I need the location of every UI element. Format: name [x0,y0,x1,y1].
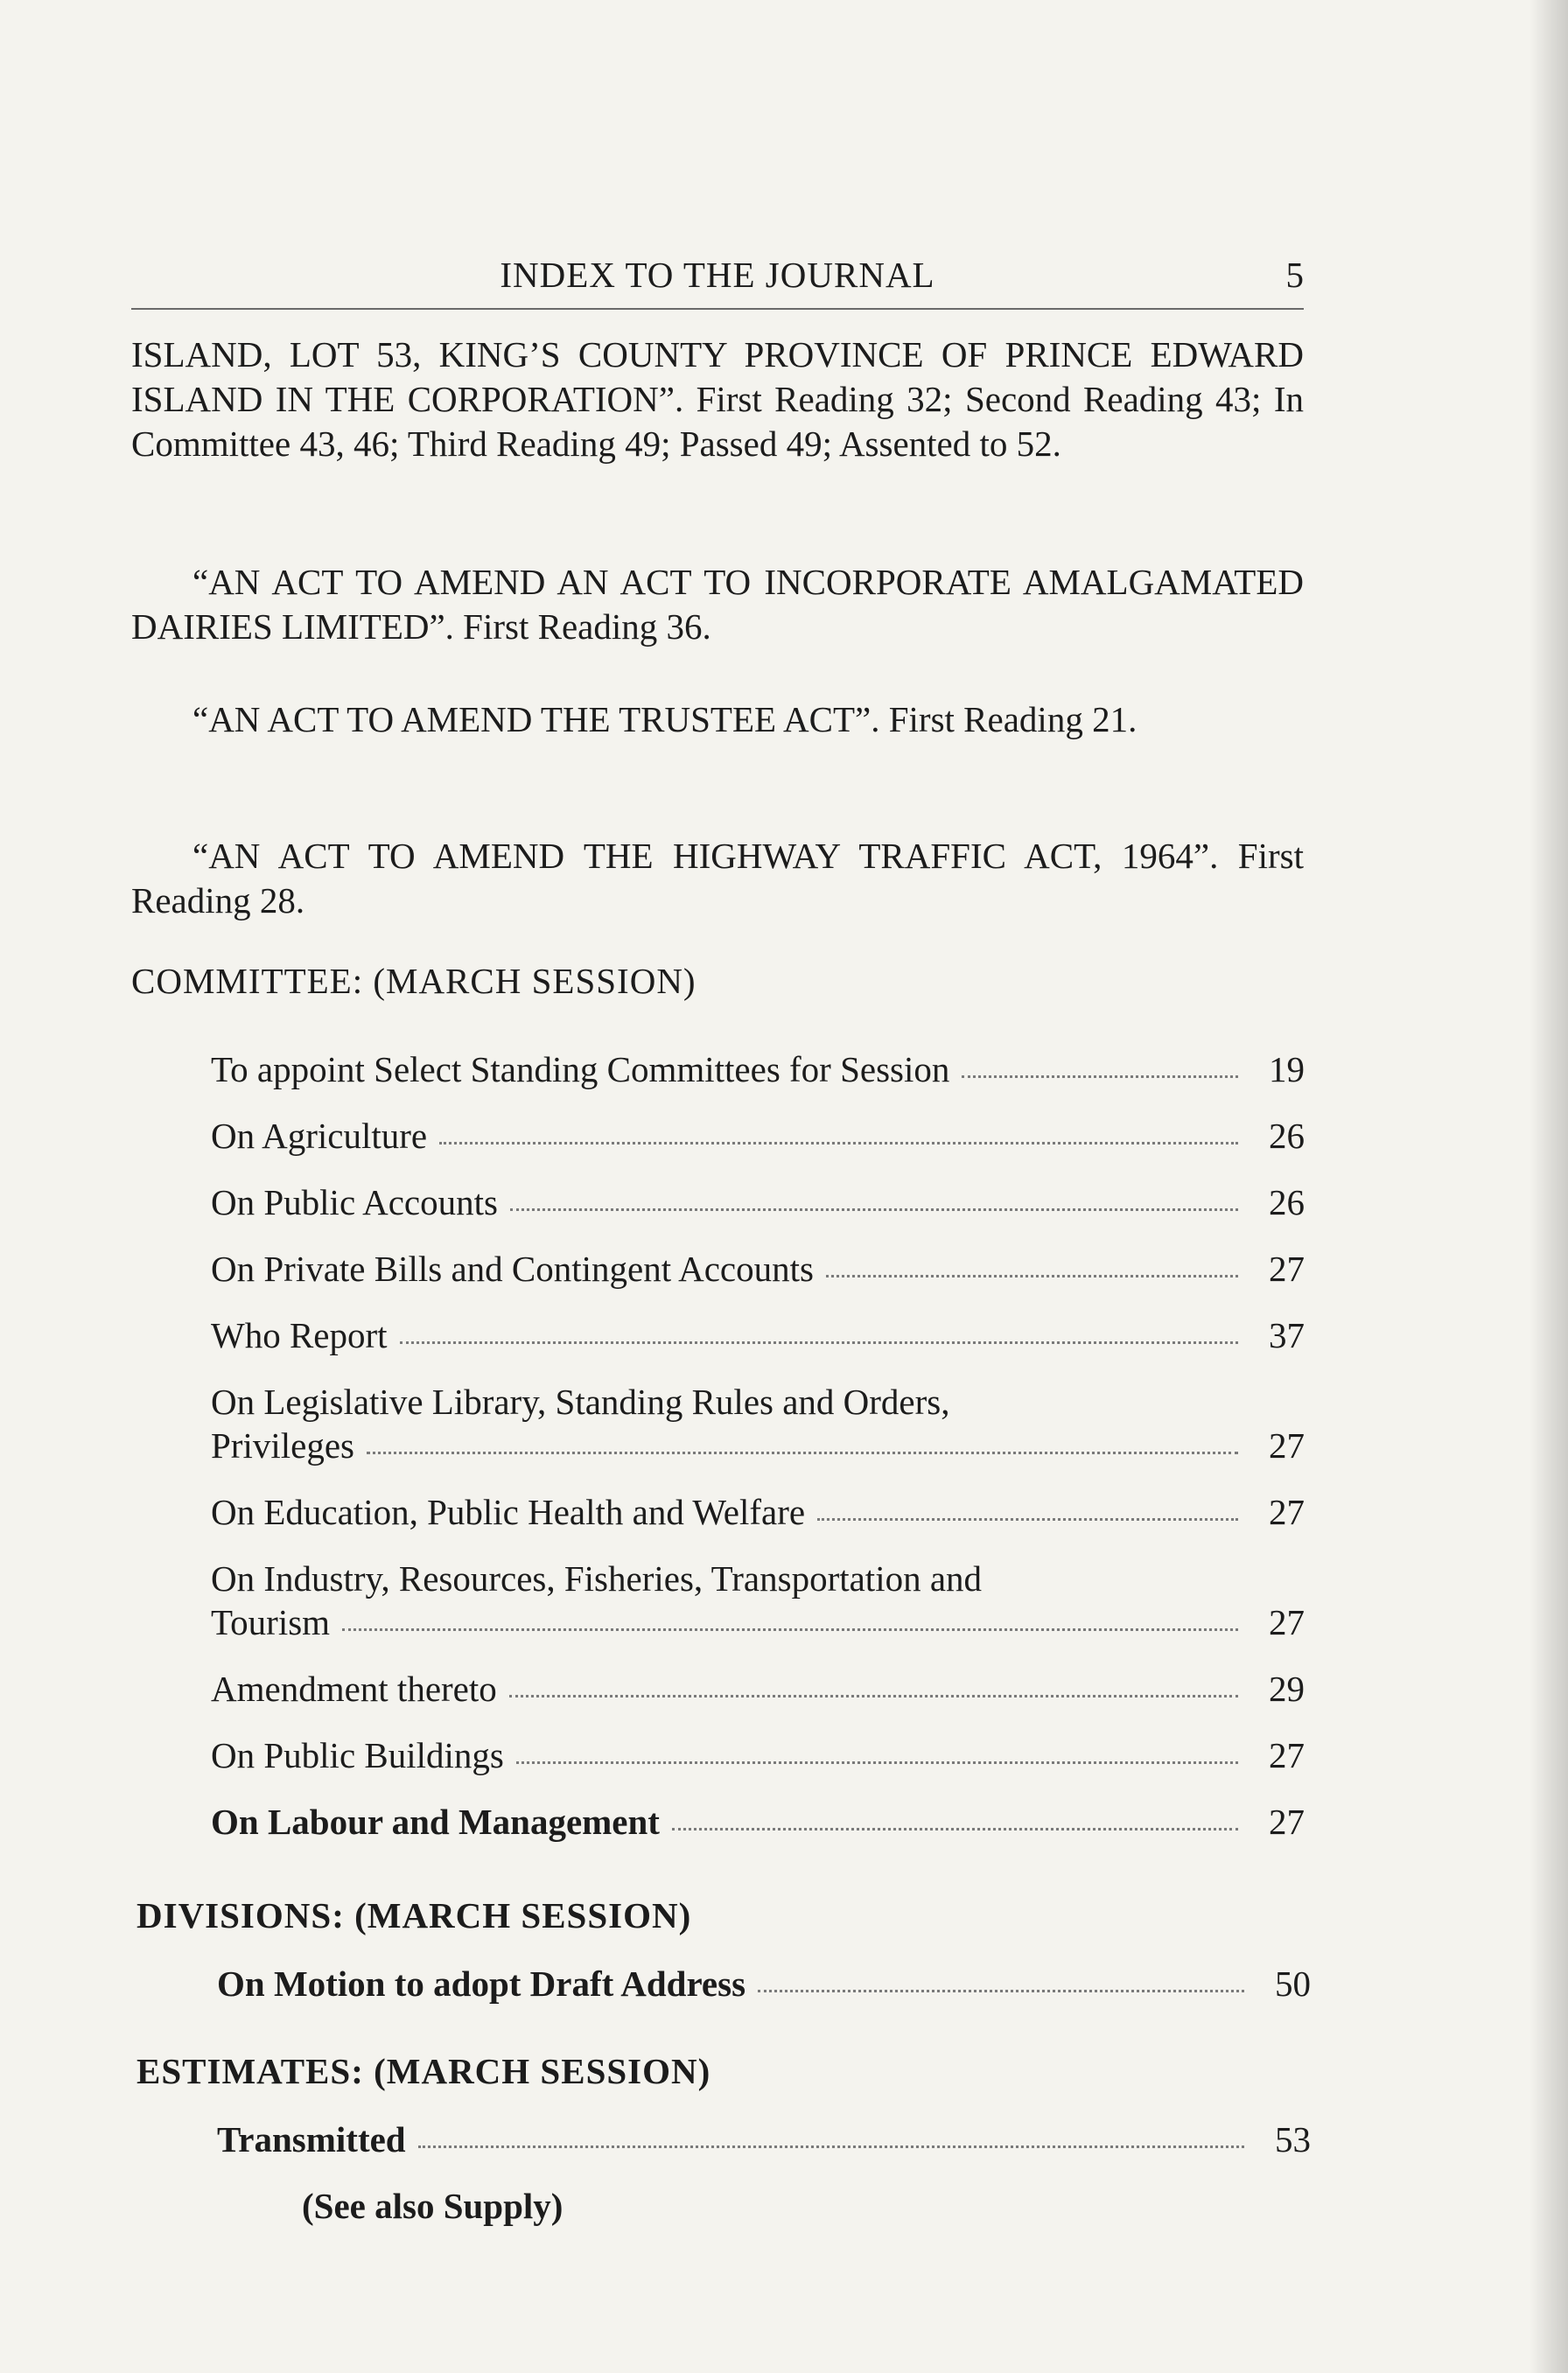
index-entry [211,1733,1305,1777]
entry-label: On Education, Public Health and Welfare [211,1492,806,1532]
index-entry [211,1180,1305,1224]
entry-label: Transmitted [217,2119,406,2160]
entry-label: On Labour and Management [211,1802,660,1842]
leader-dots [418,2146,1244,2148]
entry-label: To appoint Select Standing Committees for Session [211,1049,950,1089]
index-paragraph: ISLAND, LOT 53, KING’S COUNTY PROVINCE OF PRINCE EDWARD ISLAND IN THE CORPORATION”. First Reading 32; Second Reading 43; In Committee 43, 46; Third Reading 49; Passed 49; Assented to 52. [131,334,1304,464]
page-number: 5 [1285,255,1304,295]
entry-page: 27 [1269,1735,1305,1775]
index-entry [211,1114,1305,1158]
leader-dots [510,1208,1238,1211]
running-header [131,247,1304,310]
index-entry [211,1380,1305,1467]
index-entry [211,1247,1305,1291]
entry-page: 37 [1269,1315,1305,1355]
index-entry [211,1667,1305,1711]
index-entry [211,1557,1305,1644]
entry-label: Who Report [211,1315,388,1355]
entry-page: 27 [1269,1602,1305,1642]
entry-label-line1: On Industry, Resources, Fisheries, Transportation and [211,1558,983,1599]
entry-label: On Agriculture [211,1116,428,1156]
entry-page: 53 [1275,2119,1311,2160]
leader-dots [367,1452,1238,1454]
index-entry [217,2118,1311,2161]
leader-dots [516,1761,1238,1764]
entry-page: 26 [1269,1116,1305,1156]
header-title: INDEX TO THE JOURNAL [500,255,935,295]
entry-label: Amendment thereto [211,1669,497,1709]
leader-dots [400,1341,1238,1344]
entry-label: On Motion to adopt Draft Address [217,1964,746,2004]
index-entry [217,1962,1311,2006]
leader-dots [509,1695,1238,1698]
entry-page: 27 [1269,1425,1305,1466]
index-paragraph: “AN ACT TO AMEND THE TRUSTEE ACT”. First Reading 21. [192,699,1138,739]
entry-label-line1: On Legislative Library, Standing Rules and Orders, [211,1382,950,1422]
index-entry [211,1313,1305,1357]
index-paragraph: “AN ACT TO AMEND AN ACT TO INCORPORATE AMALGAMATED DAIRIES LIMITED”. First Reading 36. [131,562,1304,647]
page-edge-shadow [1530,0,1568,2373]
entry-page: 50 [1275,1964,1311,2004]
leader-dots [672,1828,1238,1830]
entry-page: 27 [1269,1249,1305,1289]
leader-dots [826,1275,1238,1278]
index-entry [211,1800,1305,1844]
entry-page: 27 [1269,1802,1305,1842]
section-heading-estimates: ESTIMATES: (MARCH SESSION) [136,2051,711,2091]
entry-label: On Private Bills and Contingent Accounts [211,1249,814,1289]
leader-dots [758,1990,1244,1992]
entry-label: Privileges [211,1425,354,1466]
section-heading-committee: COMMITTEE: (MARCH SESSION) [131,961,696,1001]
entry-page: 27 [1269,1492,1305,1532]
entry-page: 26 [1269,1182,1305,1222]
index-entry [211,1490,1305,1534]
leader-dots [342,1628,1238,1631]
leader-dots [439,1142,1238,1144]
index-paragraph: “AN ACT TO AMEND THE HIGHWAY TRAFFIC ACT, 1964”. First Reading 28. [131,836,1304,920]
entry-label: Tourism [211,1602,331,1642]
section-heading-divisions: DIVISIONS: (MARCH SESSION) [136,1895,692,1936]
leader-dots [817,1518,1238,1521]
index-entry [211,1047,1305,1091]
see-also-note: (See also Supply) [302,2186,564,2226]
entry-page: 29 [1269,1669,1305,1709]
entry-label: On Public Accounts [211,1182,498,1222]
entry-label: On Public Buildings [211,1735,504,1775]
leader-dots [962,1075,1238,1078]
entry-page: 19 [1269,1049,1305,1089]
